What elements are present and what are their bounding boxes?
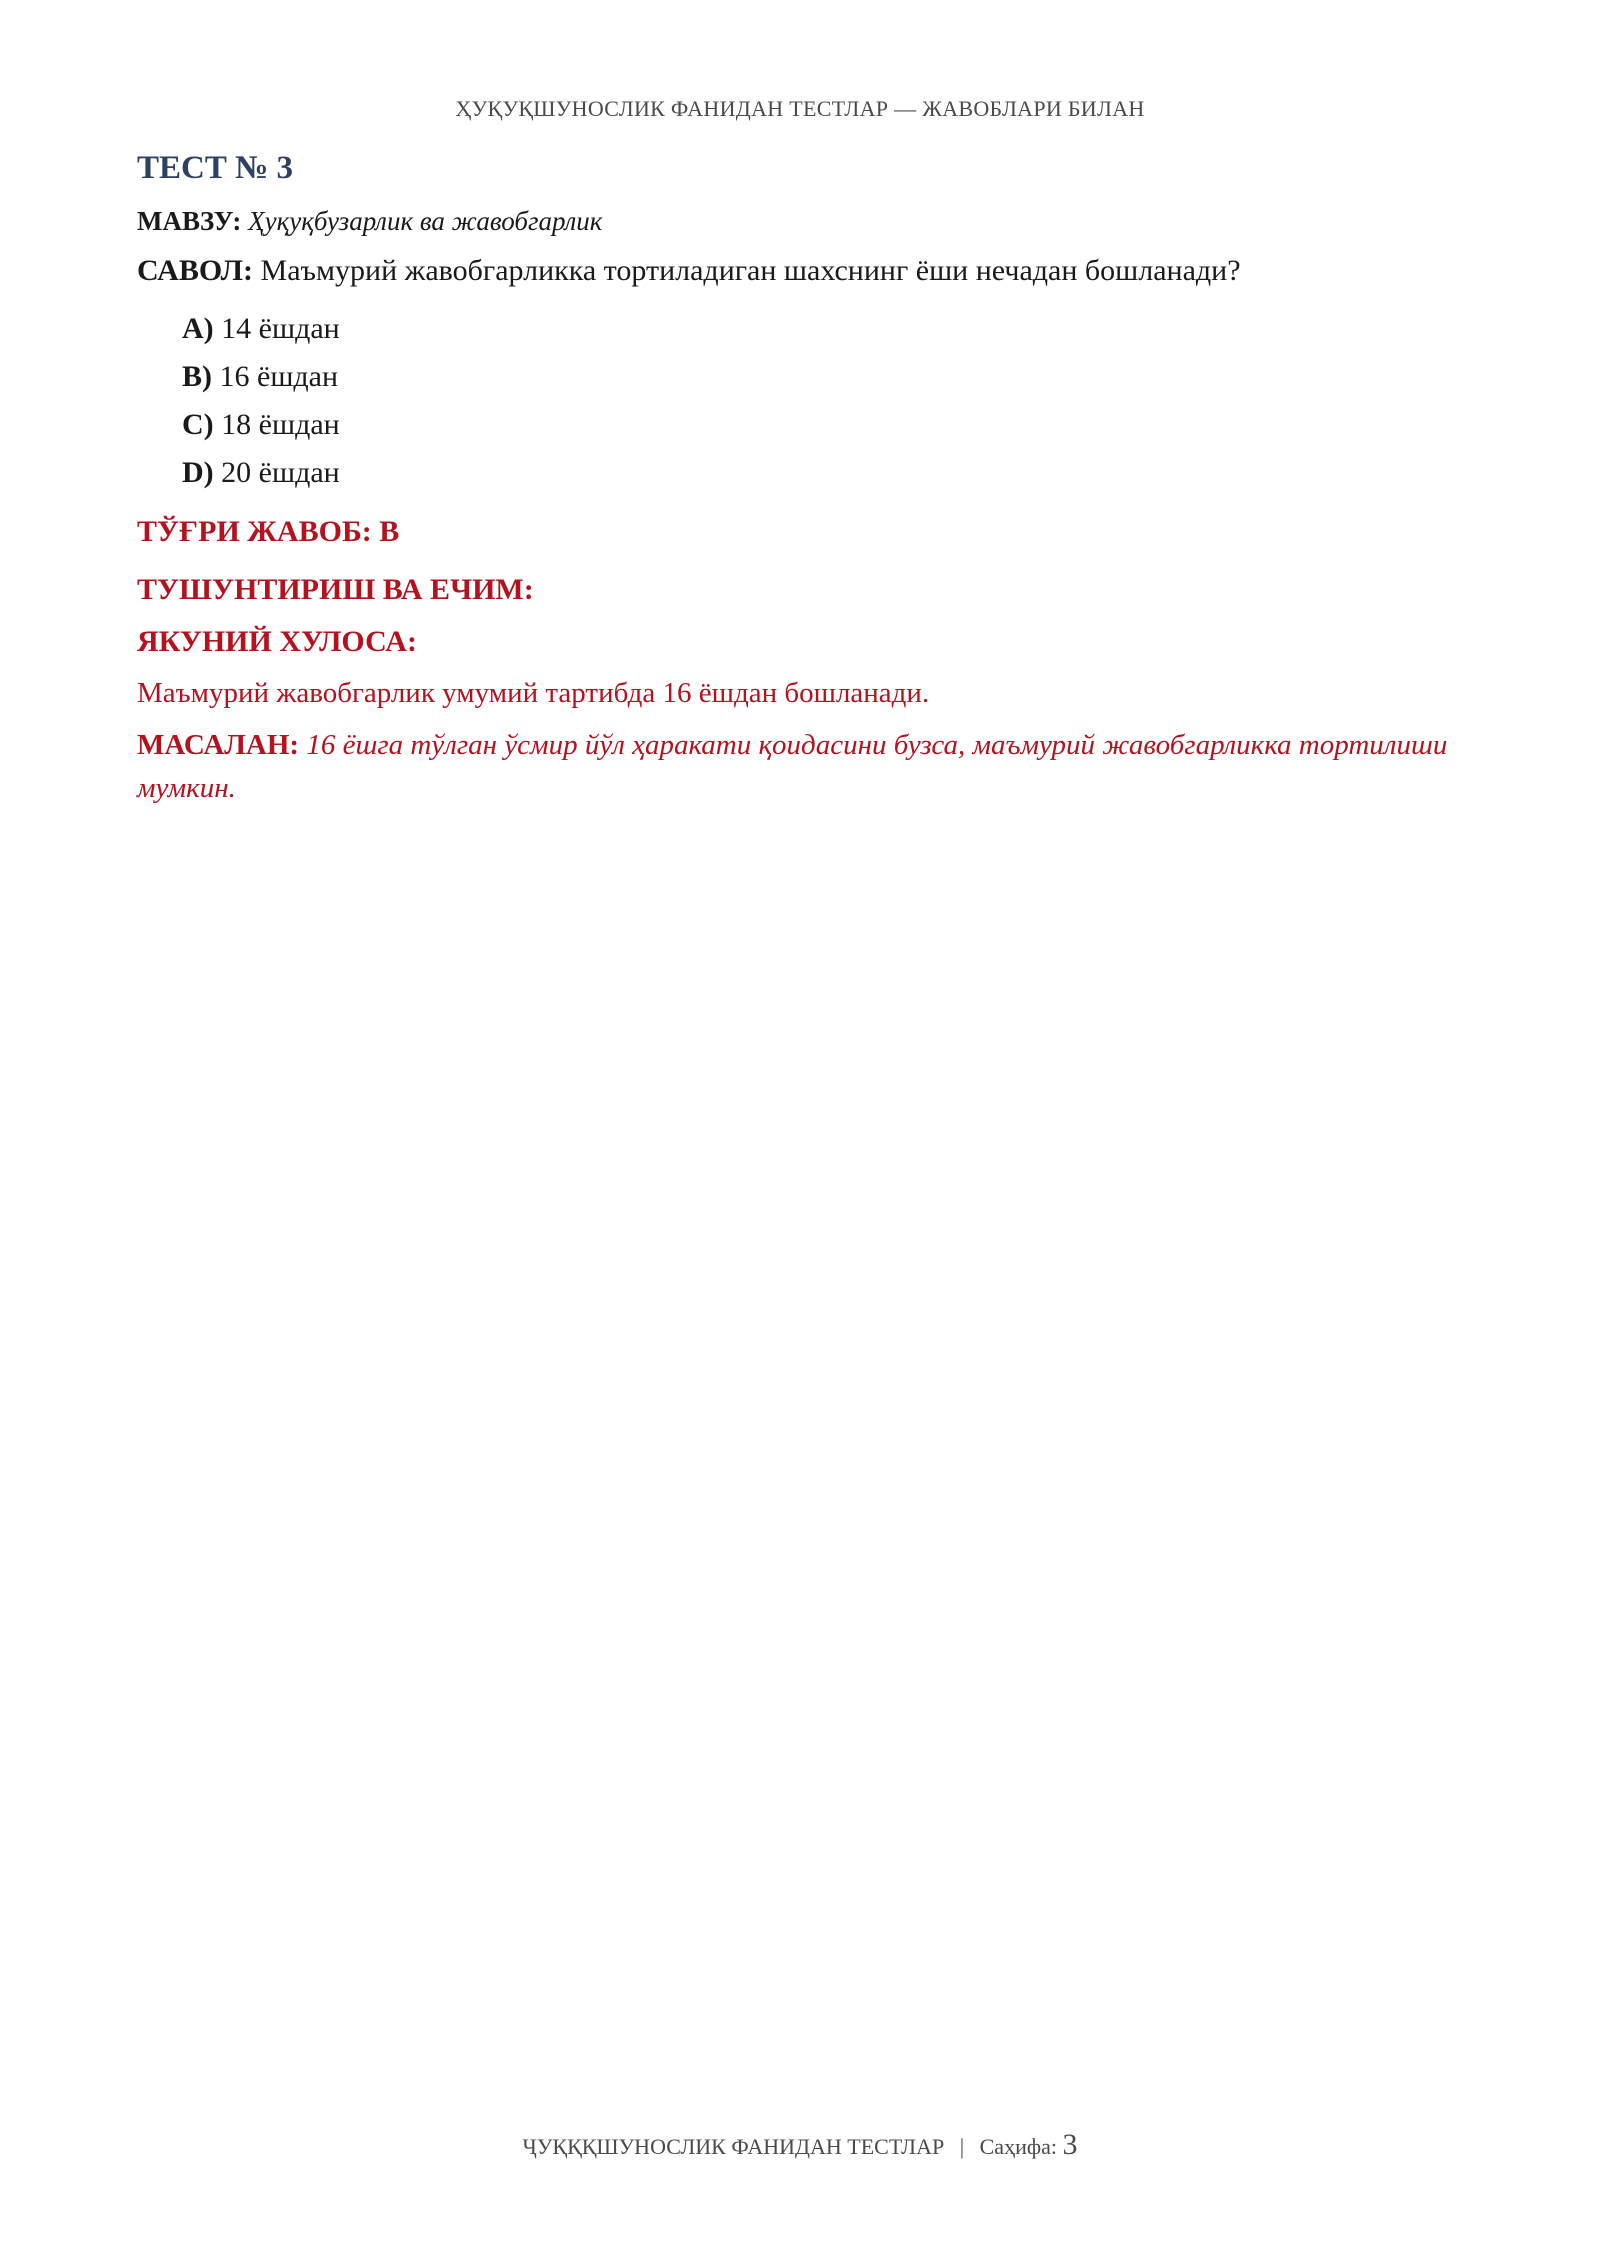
option-text: 20 ёшдан	[221, 456, 340, 489]
example-line	[137, 724, 1467, 810]
topic-value: Ҳуқуқбузарлик ва жавобгарлик	[248, 206, 603, 236]
option-letter: A)	[182, 312, 214, 345]
option-letter: B)	[182, 360, 212, 393]
topic-label: МАВЗУ:	[137, 206, 242, 236]
explanation-heading: ТУШУНТИРИШ ВА ЕЧИМ:	[137, 573, 534, 606]
page-number: 3	[1062, 2128, 1078, 2161]
page-header: ҲУҚУҚШУНОСЛИК ФАНИДАН ТЕСТЛАР — ЖАВОБЛАРИ БИЛАН	[455, 96, 1145, 121]
footer-page-label: Саҳифа:	[979, 2134, 1057, 2159]
option-letter: D)	[182, 456, 214, 489]
test-content	[137, 148, 1467, 810]
question-label: САВОЛ:	[137, 254, 254, 287]
answer-options	[137, 310, 1467, 491]
option-d	[182, 454, 1467, 491]
topic-line	[137, 204, 1467, 238]
footer-title: ҶУҚҚҚШУНОСЛИК ФАНИДАН ТЕСТЛАР	[522, 2134, 945, 2159]
option-text: 16 ёшдан	[219, 360, 339, 393]
option-text: 18 ёшдан	[221, 408, 340, 441]
example-label: МАСАЛАН:	[137, 729, 300, 761]
correct-answer: ТЎҒРИ ЖАВОБ: B	[137, 515, 400, 548]
conclusion-heading: ЯКУНИЙ ХУЛОСА:	[137, 625, 417, 658]
example-text: 16 ёшга тўлган ўсмир йўл ҳаракати қоидасини бузса, маъмурий жавобгарликка тортилиши мумкин.	[137, 729, 1448, 804]
option-letter: C)	[182, 408, 214, 441]
option-c	[182, 406, 1467, 443]
option-b	[182, 358, 1467, 395]
question-text: Маъмурий жавобгарликка тортиладиган шахснинг ёши нечадан бошланади?	[260, 254, 1241, 287]
conclusion-text: Маъмурий жавобгарлик умумий тартибда 16 ёшдан бошланади.	[137, 677, 930, 709]
option-a	[182, 310, 1467, 347]
footer-separator: |	[959, 2134, 965, 2159]
option-text: 14 ёшдан	[221, 312, 340, 345]
question-line	[137, 252, 1467, 290]
page-footer	[0, 2128, 1600, 2162]
test-title: ТЕСТ № 3	[137, 150, 294, 186]
